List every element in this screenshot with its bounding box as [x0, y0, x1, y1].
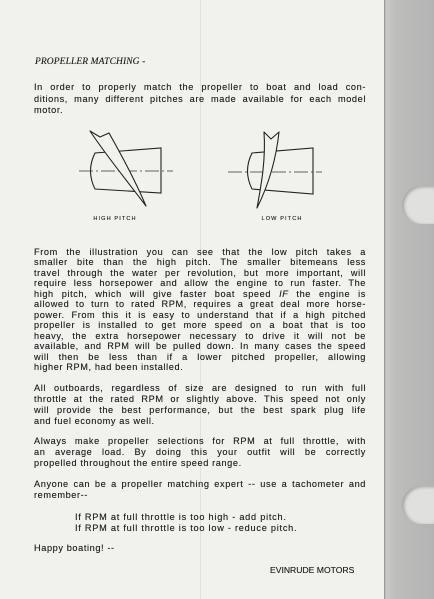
text-line: remember-- — [34, 489, 88, 500]
page-title: PROPELLER MATCHING - — [35, 57, 146, 67]
text-line: propeller is installed to get more speed on a boat that is too — [34, 320, 366, 331]
text-line: motor. — [34, 105, 64, 116]
text-line: available, and RPM will be pulled down. In many cases the speed — [34, 341, 366, 352]
text-line: All outboards, regardless of size are designed to run with full — [34, 382, 366, 393]
text-line: ditions, many different pitches are made available for each model — [34, 93, 366, 104]
text-line — [34, 289, 366, 300]
pitch-rules — [75, 512, 297, 534]
text-line: smaller bite than the high pitch. The smaller bitemeans less — [34, 257, 366, 268]
text-line: higher RPM, had been installed. — [34, 362, 184, 373]
rule-line-too-low: If RPM at full throttle is too low - reduce pitch. — [75, 522, 298, 533]
text-segment: the engine is — [288, 288, 367, 299]
text-line: Always make propeller selections for RPM at full throttle, with — [34, 435, 366, 446]
text-line: will provide the best performance, but the best spark plug life — [34, 404, 366, 415]
closing-line: Happy boating! -- — [34, 542, 115, 553]
text-line: will then be less than if a lower pitched propeller, allowing — [34, 351, 366, 362]
text-line: From the illustration you can see that the low pitch takes a — [34, 246, 366, 257]
binder-hole — [402, 186, 434, 224]
emphasis-text: IF — [279, 288, 289, 299]
text-line: In order to properly match the propeller to boat and load con- — [34, 82, 366, 93]
low-pitch-propeller-diagram — [220, 124, 330, 214]
propeller-hub — [248, 148, 314, 194]
intro-paragraph — [34, 82, 366, 117]
outboards-paragraph — [34, 383, 366, 427]
expert-paragraph — [34, 479, 366, 501]
propeller-blade — [257, 132, 279, 208]
rule-line-too-high: If RPM at full throttle is too high - add pitch. — [75, 511, 287, 522]
text-line: propelled throughout the entire speed range. — [34, 457, 242, 468]
text-line: an average load. By doing this your outfit will be correctly — [34, 446, 366, 457]
text-line: power. From this it is easy to understand that if a high pitched — [34, 309, 366, 320]
text-line: and fuel economy as well. — [34, 415, 155, 426]
figure-label-low-pitch: LOW PITCH — [261, 216, 303, 222]
selection-paragraph — [34, 436, 366, 469]
text-line: Anyone can be a propeller matching expert -- use a tachometer and — [34, 478, 366, 489]
text-line: throttle at the rated RPM or slightly above. This speed not only — [34, 393, 366, 404]
signature: EVINRUDE MOTORS — [270, 564, 355, 575]
text-line: allowed to turn to rated RPM, requires a great deal more horse- — [34, 299, 366, 310]
binder-hole — [402, 486, 434, 524]
high-pitch-propeller-diagram — [70, 124, 180, 214]
text-line: heavy, the extra horsepower necessary to drive it will not be — [34, 330, 366, 341]
propeller-blade — [90, 131, 146, 206]
text-segment: high pitch, which will give faster boat speed — [34, 288, 280, 299]
text-line: require less horsepower and allow the engine to run faster. The — [34, 278, 366, 289]
figure-label-high-pitch: HIGH PITCH — [93, 216, 137, 222]
text-line: travel through the water per revolution, but more important, will — [34, 267, 366, 278]
illustration-paragraph — [34, 247, 366, 373]
